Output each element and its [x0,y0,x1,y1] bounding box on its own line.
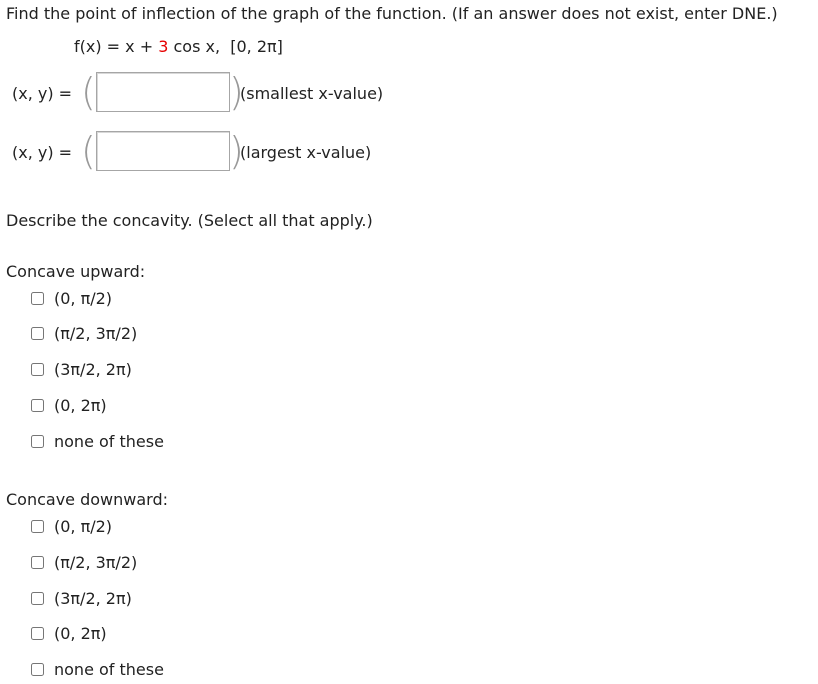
checkbox[interactable] [31,556,44,569]
option-label: (3π/2, 2π) [54,588,132,608]
checkbox[interactable] [31,399,44,412]
checkbox[interactable] [31,435,44,448]
upward-option-none[interactable] [31,430,164,452]
checkbox[interactable] [31,363,44,376]
option-label: (π/2, 3π/2) [54,323,138,343]
checkbox[interactable] [31,663,44,676]
left-paren: ( [81,70,96,114]
function-interval: [0, 2π] [230,37,283,56]
option-label: (π/2, 3π/2) [54,552,138,572]
smallest-x-point-input[interactable] [96,72,230,112]
function-coefficient: 3 [158,37,169,56]
upward-option-pi-2-3pi-2[interactable] [31,322,137,344]
left-paren: ( [81,129,96,173]
answer-note: (smallest x-value) [240,84,384,103]
upward-option-0-pi-2[interactable] [31,287,112,309]
downward-option-3pi-2-2pi[interactable] [31,587,132,609]
checkbox[interactable] [31,327,44,340]
right-paren: ) [229,70,244,114]
question-prompt: Find the point of inflection of the graph of the function. (If an answer does not exist, enter DNE.) [6,4,778,23]
answer-label: (x, y) = [12,84,73,103]
function-rhs: cos x, [168,37,221,56]
checkbox[interactable] [31,292,44,305]
downward-option-none[interactable] [31,658,164,680]
downward-option-0-2pi[interactable] [31,622,107,644]
function-lhs: f(x) = x + [74,37,159,56]
checkbox[interactable] [31,592,44,605]
checkbox[interactable] [31,520,44,533]
right-paren: ) [229,129,244,173]
concavity-prompt: Describe the concavity. (Select all that apply.) [6,211,373,230]
concave-downward-heading: Concave downward: [6,490,169,509]
answer-label: (x, y) = [12,143,73,162]
concave-upward-heading: Concave upward: [6,262,146,281]
checkbox[interactable] [31,627,44,640]
option-label: (0, π/2) [54,288,113,308]
option-label: (0, π/2) [54,516,113,536]
option-label: (3π/2, 2π) [54,359,132,379]
option-label: (0, 2π) [54,623,107,643]
function-definition [74,37,283,56]
option-label: (0, 2π) [54,395,107,415]
downward-option-pi-2-3pi-2[interactable] [31,551,137,573]
largest-x-point-input[interactable] [96,131,230,171]
downward-option-0-pi-2[interactable] [31,515,112,537]
option-label: none of these [54,659,164,679]
option-label: none of these [54,431,164,451]
upward-option-0-2pi[interactable] [31,394,107,416]
upward-option-3pi-2-2pi[interactable] [31,358,132,380]
answer-note: (largest x-value) [240,143,372,162]
